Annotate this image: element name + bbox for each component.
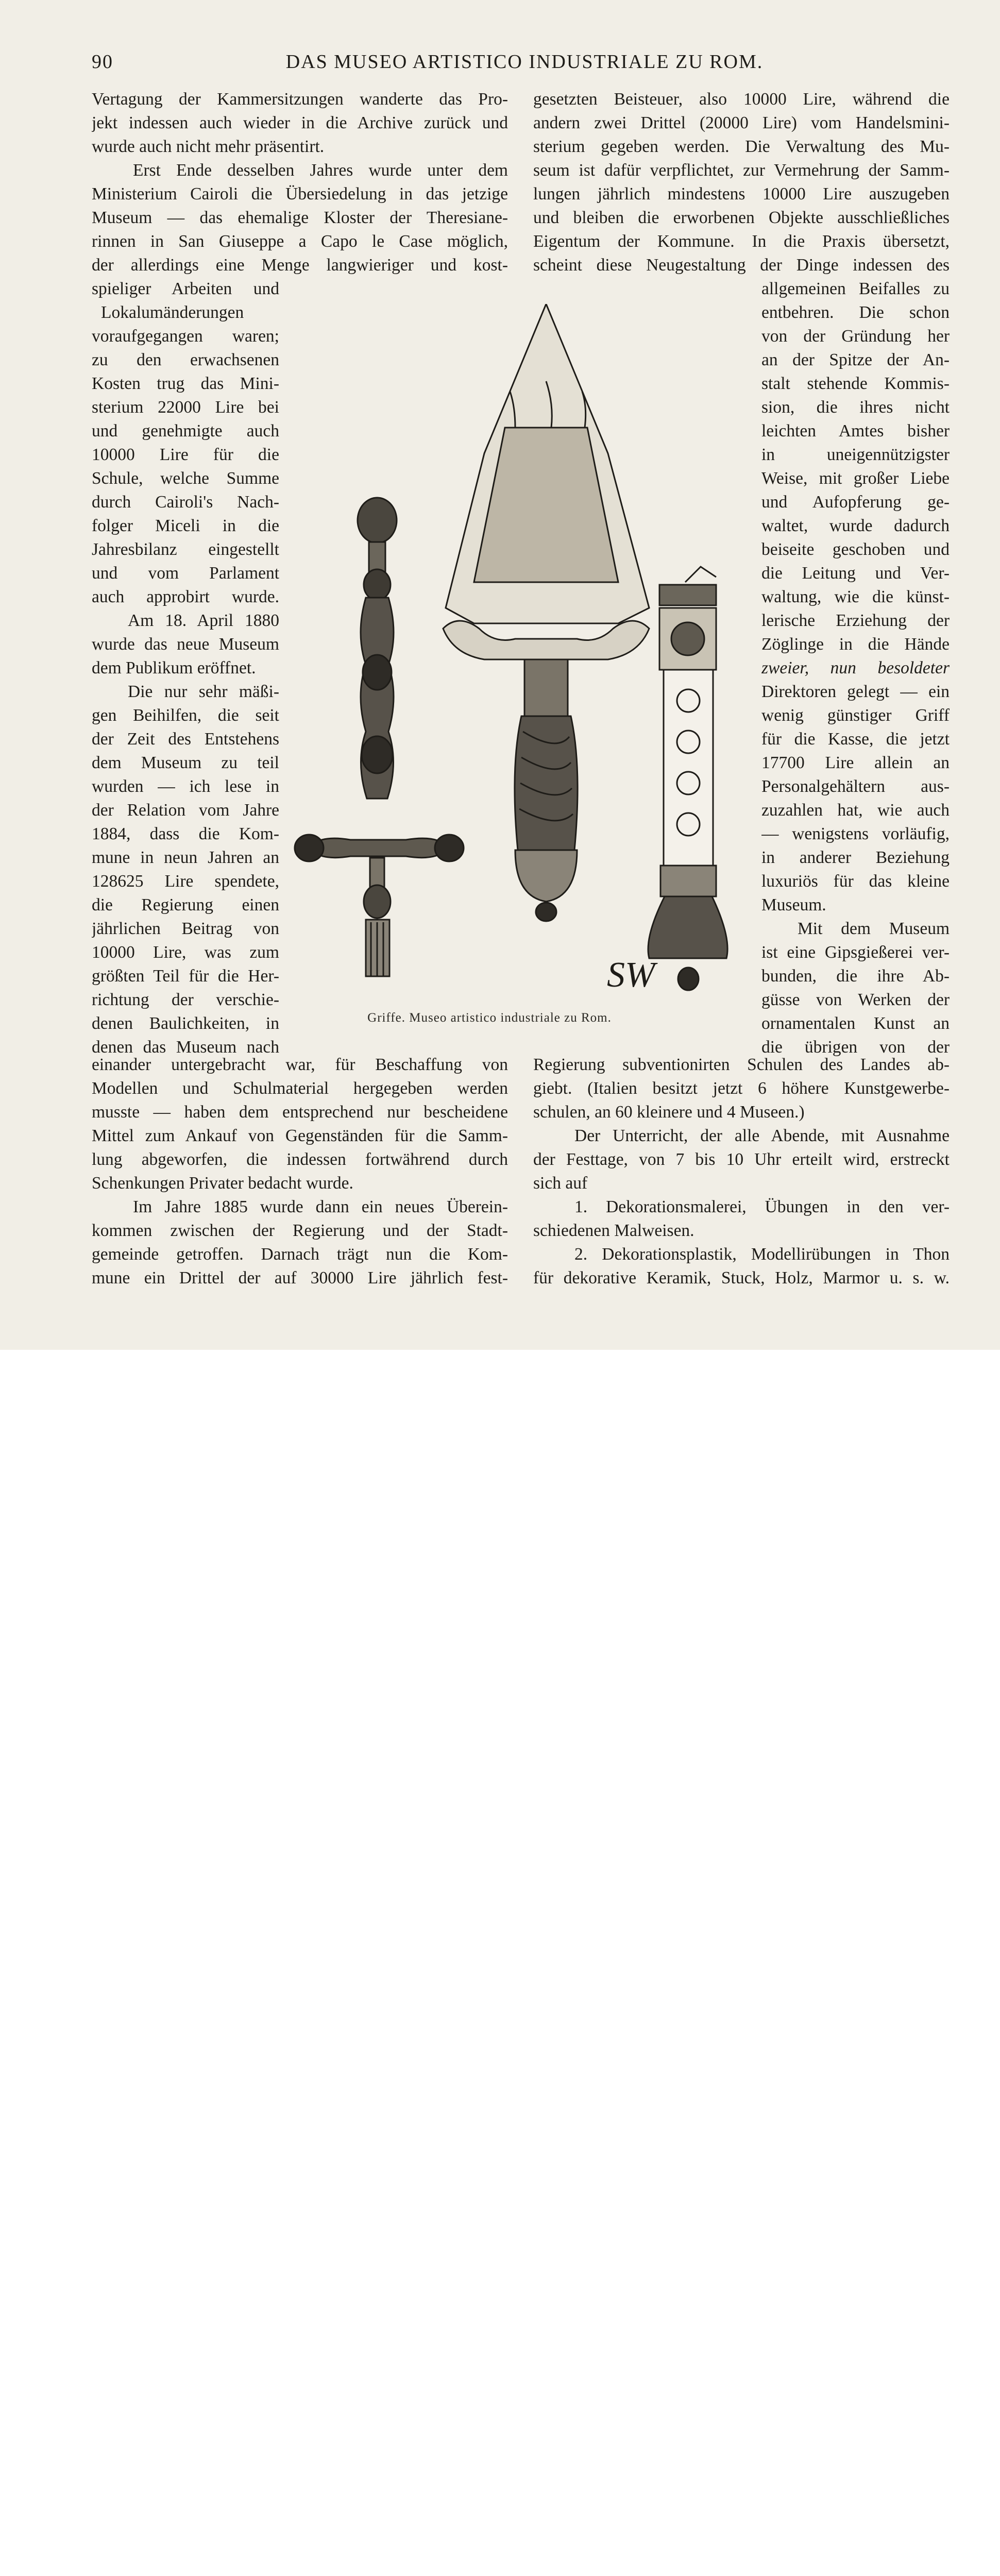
text-line: dem Publikum eröffnet. — [92, 658, 256, 677]
text-line: waltet, wurde dadurch — [761, 516, 950, 535]
text-line: ornamentalen Kunst an — [761, 1014, 950, 1033]
text-line: voraufgegangen waren; — [92, 327, 279, 346]
text-line: der Zeit des Entstehens — [92, 730, 279, 749]
text-line: Ministerium Cairoli die Übersiedelung in das jetzige — [92, 184, 508, 204]
text-line: zweier, nun besoldeter — [761, 658, 950, 677]
text-line: zuzahlen hat, wie auch — [761, 801, 950, 820]
text-line: zu den erwachsenen — [92, 350, 279, 369]
text-line: 17700 Lire allein an — [761, 753, 950, 772]
text-line: Regierung subventionirten Schulen des Landes ab- — [533, 1055, 950, 1074]
handles-engraving — [289, 304, 752, 994]
text-line: leichten Amtes bisher — [761, 421, 950, 440]
text-line: bunden, die ihre Ab- — [761, 967, 950, 986]
text-line: gen Beihilfen, die seit — [92, 706, 279, 725]
text-line: 1. Dekorationsmalerei, Übungen in den ver- — [574, 1197, 950, 1216]
text-line: 10000 Lire, was zum — [92, 943, 279, 962]
text-line: von der Gründung her — [761, 327, 950, 346]
text-line: gesetzten Beisteuer, also 10000 Lire, während die — [533, 90, 950, 109]
text-line: seum ist dafür verpflichtet, zur Vermehrung der Samm- — [533, 161, 950, 180]
text-line: sterium 22000 Lire bei — [92, 398, 279, 417]
text-line: in uneigennützigster — [761, 445, 950, 464]
text-line: Modellen und Schulmaterial hergegeben werden — [92, 1079, 508, 1098]
text-left-bottom — [92, 1053, 508, 1290]
text-line: Eigentum der Kommune. In die Praxis übersetzt, — [533, 232, 950, 251]
text-line: jekt indessen auch wieder in die Archive zurück und — [92, 113, 508, 132]
text-line: schulen, an 60 kleinere und 4 Museen.) — [533, 1103, 805, 1122]
text-line: und vom Parlament — [92, 564, 279, 583]
text-line: andern zwei Drittel (20000 Lire) vom Handelsmini- — [533, 113, 950, 132]
text-line: Die nur sehr mäßi- — [128, 682, 279, 701]
text-line: wurden — ich lese in — [92, 777, 279, 796]
text-line: Personalgehältern aus- — [761, 777, 950, 796]
text-line: und Aufopferung ge- — [761, 493, 950, 512]
text-line: entbehren. Die schon — [761, 303, 950, 322]
text-line: beiseite geschoben und — [761, 540, 950, 559]
knife-handle-drawing — [648, 567, 727, 990]
text-line: in anderer Beziehung — [761, 848, 950, 867]
text-line: schiedenen Malweisen. — [533, 1221, 694, 1240]
trowel-drawing — [443, 304, 649, 921]
text-left-narrow — [92, 277, 279, 1059]
text-line: der Festtage, von 7 bis 10 Uhr erteilt wird, erstreckt — [533, 1150, 950, 1169]
text-line: wurde auch nicht mehr präsentirt. — [92, 137, 325, 156]
text-line: — wenigstens vorläufig, — [761, 824, 950, 843]
text-line: für die Kasse, die jetzt — [761, 730, 950, 749]
text-line: die Regierung einen — [92, 895, 279, 914]
text-line: scheint diese Neugestaltung der Dinge indessen des — [533, 256, 950, 275]
text-line: 2. Dekorationsplastik, Modellirübungen in Thon — [574, 1245, 950, 1264]
text-line: rinnen in San Giuseppe a Capo le Case möglich, — [92, 232, 508, 251]
figure-caption: Griffe. Museo artistico industriale zu Rom. — [367, 1011, 612, 1025]
text-line: Lokalumänderungen — [101, 303, 244, 322]
text-line: Museum — das ehemalige Kloster der Theresiane- — [92, 208, 508, 227]
text-line: güsse von Werken der — [761, 990, 950, 1009]
text-line: jährlichen Beitrag von — [92, 919, 279, 938]
text-line: gemeinde getroffen. Darnach trägt nun die Kom- — [92, 1245, 508, 1264]
text-line: einander untergebracht war, für Beschaffung von — [92, 1055, 508, 1074]
text-line: lungen jährlich mindestens 10000 Lire auszugeben — [533, 184, 950, 204]
text-line: Im Jahre 1885 wurde dann ein neues Überein- — [133, 1197, 508, 1216]
text-line: an der Spitze der An- — [761, 350, 950, 369]
text-left-top — [92, 88, 508, 277]
text-line: für dekorative Keramik, Stuck, Holz, Marmor u. s. w. — [533, 1268, 950, 1287]
monogram-mark — [607, 955, 658, 994]
text-line: denen das Museum nach — [92, 1038, 279, 1057]
text-line: sion, die ihres nicht — [761, 398, 950, 417]
text-line: lerische Erziehung der — [761, 611, 950, 630]
text-line: mune ein Drittel der auf 30000 Lire jährlich fest- — [92, 1268, 508, 1287]
text-line: und bleiben die erworbenen Objekte ausschließliches — [533, 208, 950, 227]
text-line: folger Miceli in die — [92, 516, 279, 535]
text-line: spieliger Arbeiten und — [92, 279, 279, 298]
text-line: Weise, mit großer Liebe — [761, 469, 950, 488]
text-line: die Leitung und Ver- — [761, 564, 950, 583]
text-line: stalt stehende Kommis- — [761, 374, 950, 393]
page-number: 90 — [92, 51, 113, 73]
text-line: die übrigen von der — [761, 1038, 950, 1057]
text-right-bottom — [533, 1053, 950, 1290]
text-line: sterium gegeben werden. Die Verwaltung des Mu- — [533, 137, 950, 156]
text-line: Vertagung der Kammersitzungen wanderte das Pro- — [92, 90, 508, 109]
running-title: DAS MUSEO ARTISTICO INDUSTRIALE ZU ROM. — [285, 51, 764, 73]
text-right-top — [533, 88, 950, 277]
text-right-narrow — [761, 277, 950, 1059]
text-line: allgemeinen Beifalles zu — [761, 279, 950, 298]
text-line: Kosten trug das Mini- — [92, 374, 279, 393]
text-line: luxuriös für das kleine — [761, 872, 950, 891]
text-line: der allerdings eine Menge langwieriger und kost- — [92, 256, 508, 275]
text-line: Schenkungen Privater bedacht wurde. — [92, 1174, 353, 1193]
text-line: musste — haben dem entsprechend nur bescheidene — [92, 1103, 508, 1122]
text-line: Direktoren gelegt — ein — [761, 682, 950, 701]
text-line: Zöglinge in die Hände — [761, 635, 950, 654]
text-line: wenig günstiger Griff — [761, 706, 950, 725]
text-line: lung abgeworfen, die indessen fortwährend durch — [92, 1150, 508, 1169]
text-line: der Relation vom Jahre — [92, 801, 279, 820]
text-line: Museum. — [761, 895, 826, 914]
text-line: Erst Ende desselben Jahres wurde unter dem — [133, 161, 508, 180]
text-line: größten Teil für die Her- — [92, 967, 279, 986]
text-line: waltung, wie die künst- — [761, 587, 950, 606]
text-line: Jahresbilanz eingestellt — [92, 540, 279, 559]
monogram-text: SW — [607, 955, 655, 994]
viewer-footer — [0, 1350, 1000, 1432]
text-line: richtung der verschie- — [92, 990, 279, 1009]
text-line: sich auf — [533, 1174, 588, 1193]
text-line: ist eine Gipsgießerei ver- — [761, 943, 950, 962]
text-line: Der Unterricht, der alle Abende, mit Ausnahme — [574, 1126, 950, 1145]
text-line: 1884, dass die Kom- — [92, 824, 279, 843]
text-line: 10000 Lire für die — [92, 445, 279, 464]
text-line: denen Baulichkeiten, in — [92, 1014, 279, 1033]
text-line: Schule, welche Summe — [92, 469, 279, 488]
text-line: wurde das neue Museum — [92, 635, 279, 654]
text-line: kommen zwischen der Regierung und der Stadt- — [92, 1221, 508, 1240]
text-line: dem Museum zu teil — [92, 753, 279, 772]
text-line: Mit dem Museum — [798, 919, 950, 938]
text-line: 128625 Lire spendete, — [92, 872, 279, 891]
text-line: und genehmigte auch — [92, 421, 279, 440]
text-line: durch Cairoli's Nach- — [92, 493, 279, 512]
text-line: auch approbirt wurde. — [92, 587, 279, 606]
text-line: Am 18. April 1880 — [128, 611, 279, 630]
text-line: Mittel zum Ankauf von Gegenständen für die Samm- — [92, 1126, 508, 1145]
text-line: giebt. (Italien besitzt jetzt 6 höhere Kunstgewerbe- — [533, 1079, 950, 1098]
text-line: mune in neun Jahren an — [92, 848, 279, 867]
sword-hilt-drawing — [295, 498, 464, 976]
running-header — [92, 50, 957, 81]
